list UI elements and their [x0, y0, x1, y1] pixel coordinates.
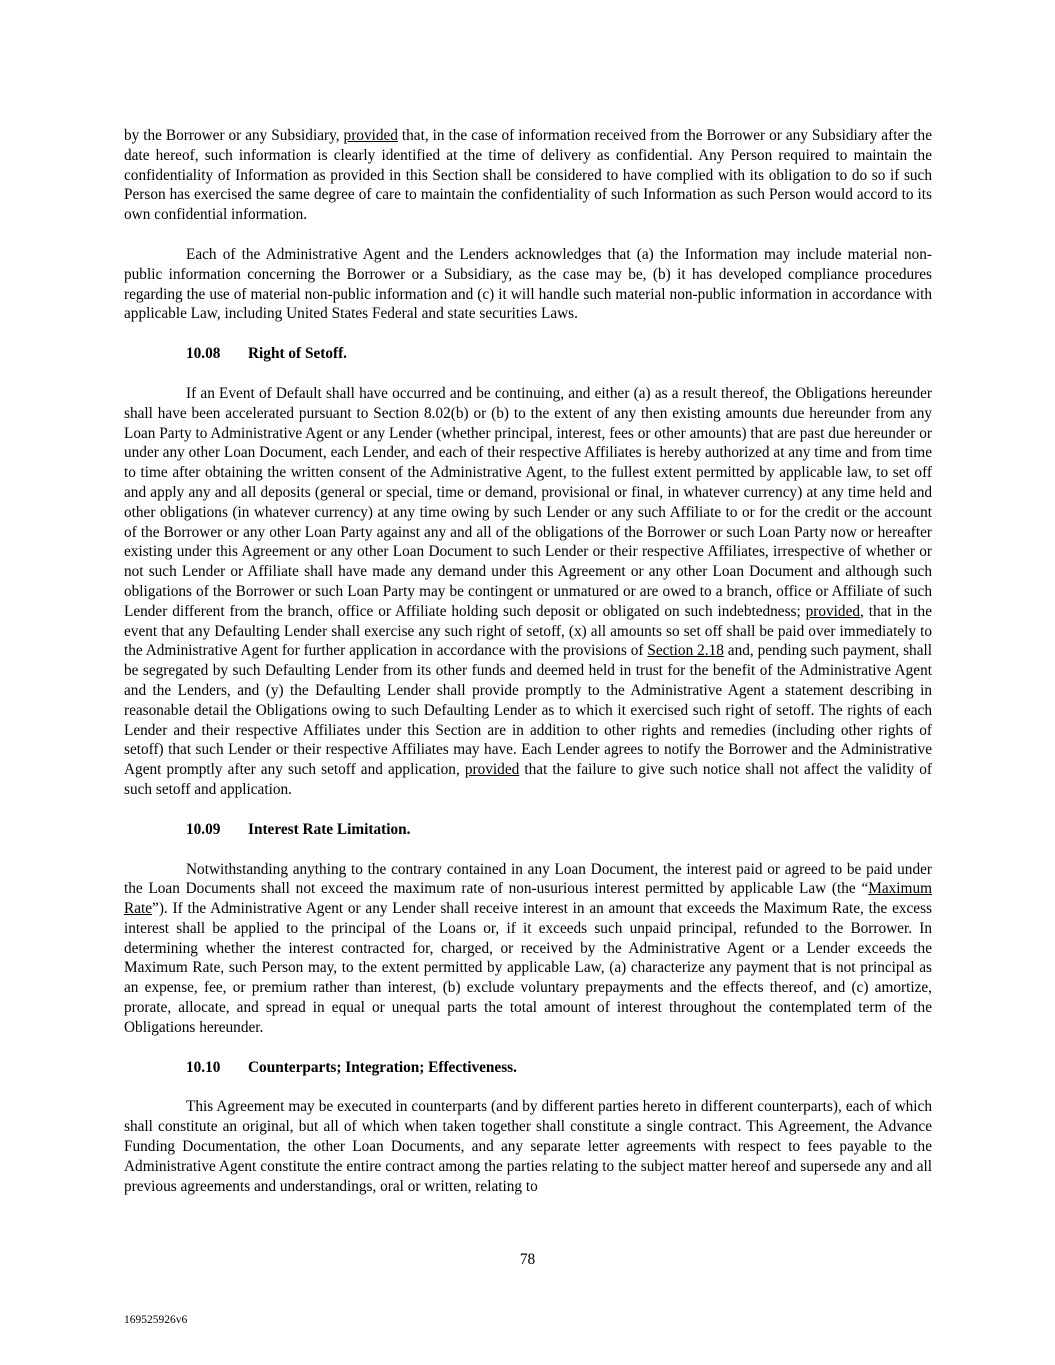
section-title: Right of Setoff.: [248, 345, 347, 363]
confidentiality-paragraph-continued: by the Borrower or any Subsidiary, provided that, in the case of information received from the Borrower or any Subsidiary after the date hereof, such information is clearly identified at the time of delivery as confidential. Any Person required to maintain the confidentiality of Information as provided in this Section shall be considered to have complied with its obligation to do so if such Person has exercised the same degree of care to maintain the confidentiality of such Information as such Person would accord to its own confidential information.: [124, 127, 932, 224]
counterparts-paragraph: This Agreement may be executed in counterparts (and by different parties hereto in different counterparts), each of which shall constitute an original, but all of which when taken together shall constitute a single contract. This Agreement, the Advance Funding Documentation, the other Loan Documents, and any separate letter agreements with respect to fees payable to the Administrative Agent constitute the entire contract among the parties relating to the subject matter hereof and supersede any and all previous agreements and understandings, oral or written, relating to: [124, 1098, 932, 1195]
right-of-setoff-paragraph: If an Event of Default shall have occurred and be continuing, and either (a) as a result thereof, the Obligations hereunder shall have been accelerated pursuant to Section 8.02(b) or (b) to the extent of any then existing amounts due hereunder from any Loan Party to Administrative Agent or any Lender (whether principal, interest, fees or other amounts) that are past due hereunder or under any other Loan Document, each Lender, and each of their respective Affiliates is hereby authorized at any time and from time to time after obtaining the written consent of the Administrative Agent, to the fullest extent permitted by applicable law, to set off and apply any and all deposits (general or special, time or demand, provisional or final, in whatever currency) at any time held and other obligations (in whatever currency) at any time owing by such Lender or any such Affiliate to or for the credit or the account of the Borrower or any other Loan Party against any and all of the obligations of the Borrower or such Loan Party now or hereafter existing under this Agreement or any other Loan Document to such Lender or their respective Affiliates, irrespective of whether or not such Lender or Affiliate shall have made any demand under this Agreement or any other Loan Document and although such obligations of the Borrower or such Loan Party may be contingent or unmatured or are owed to a branch, office or Affiliate of such Lender different from the branch, office or Affiliate holding such deposit or obligated on such indebtedness; provided, that in the event that any Defaulting Lender shall exercise any such right of setoff, (x) all amounts so set off shall be paid over immediately to the Administrative Agent for further application in accordance with the provisions of Section 2.18 and, pending such payment, shall be segregated by such Defaulting Lender from its other funds and deemed held in trust for the benefit of the Administrative Agent and the Lenders, and (y) the Defaulting Lender shall provide promptly to the Administrative Agent a statement describing in reasonable detail the Obligations owing to such Defaulting Lender as to which it exercised such right of setoff. The rights of each Lender and their respective Affiliates under this Section are in addition to other rights and remedies (including other rights of setoff) that such Lender or their respective Affiliates may have. Each Lender agrees to notify the Borrower and the Administrative Agent promptly after any such setoff and application, provided that the failure to give such notice shall not affect the validity of such setoff and application.: [124, 384, 932, 798]
defined-term: Maximum Rate: [124, 880, 932, 918]
section-10-10-heading: [124, 1058, 932, 1078]
section-reference: Section 2.18: [647, 642, 724, 660]
provided-term: provided: [464, 761, 520, 779]
section-title: Counterparts; Integration; Effectiveness.: [248, 1058, 517, 1076]
document-page: [124, 126, 932, 1196]
section-10-09-heading: [124, 820, 932, 840]
section-number: 10.08: [186, 345, 221, 363]
section-number: 10.09: [186, 820, 221, 838]
section-10-08-heading: [124, 344, 932, 364]
provided-term: provided: [343, 127, 398, 144]
provided-term: provided: [805, 602, 861, 620]
page-number: 78: [519, 1251, 536, 1268]
mnpi-acknowledgment-paragraph: Each of the Administrative Agent and the Lenders acknowledges that (a) the Information may include material non-public information concerning the Borrower or a Subsidiary, as the case may be, (b) it has developed compliance procedures regarding the use of material non-public information and (c) it will handle such material non-public information in accordance with applicable Law, including United States Federal and state securities Laws.: [124, 245, 932, 323]
section-title: Interest Rate Limitation.: [248, 820, 411, 838]
document-id: 169525926v6: [124, 1314, 188, 1326]
section-number: 10.10: [186, 1058, 221, 1076]
interest-rate-limitation-paragraph: Notwithstanding anything to the contrary contained in any Loan Document, the interest paid or agreed to be paid under the Loan Documents shall not exceed the maximum rate of non-usurious interest permitted by applicable Law (the “Maximum Rate”). If the Administrative Agent or any Lender shall receive interest in an amount that exceeds the Maximum Rate, the excess interest shall be applied to the principal of the Loans or, if it exceeds such unpaid principal, refunded to the Borrower. In determining whether the interest contracted for, charged, or received by the Administrative Agent or a Lender exceeds the Maximum Rate, such Person may, to the extent permitted by applicable Law, (a) characterize any payment that is not principal as an expense, fee, or premium rather than interest, (b) exclude voluntary prepayments and the effects thereof, and (c) amortize, prorate, allocate, and spread in equal or unequal parts the total amount of interest throughout the contemplated term of the Obligations hereunder.: [124, 860, 932, 1036]
